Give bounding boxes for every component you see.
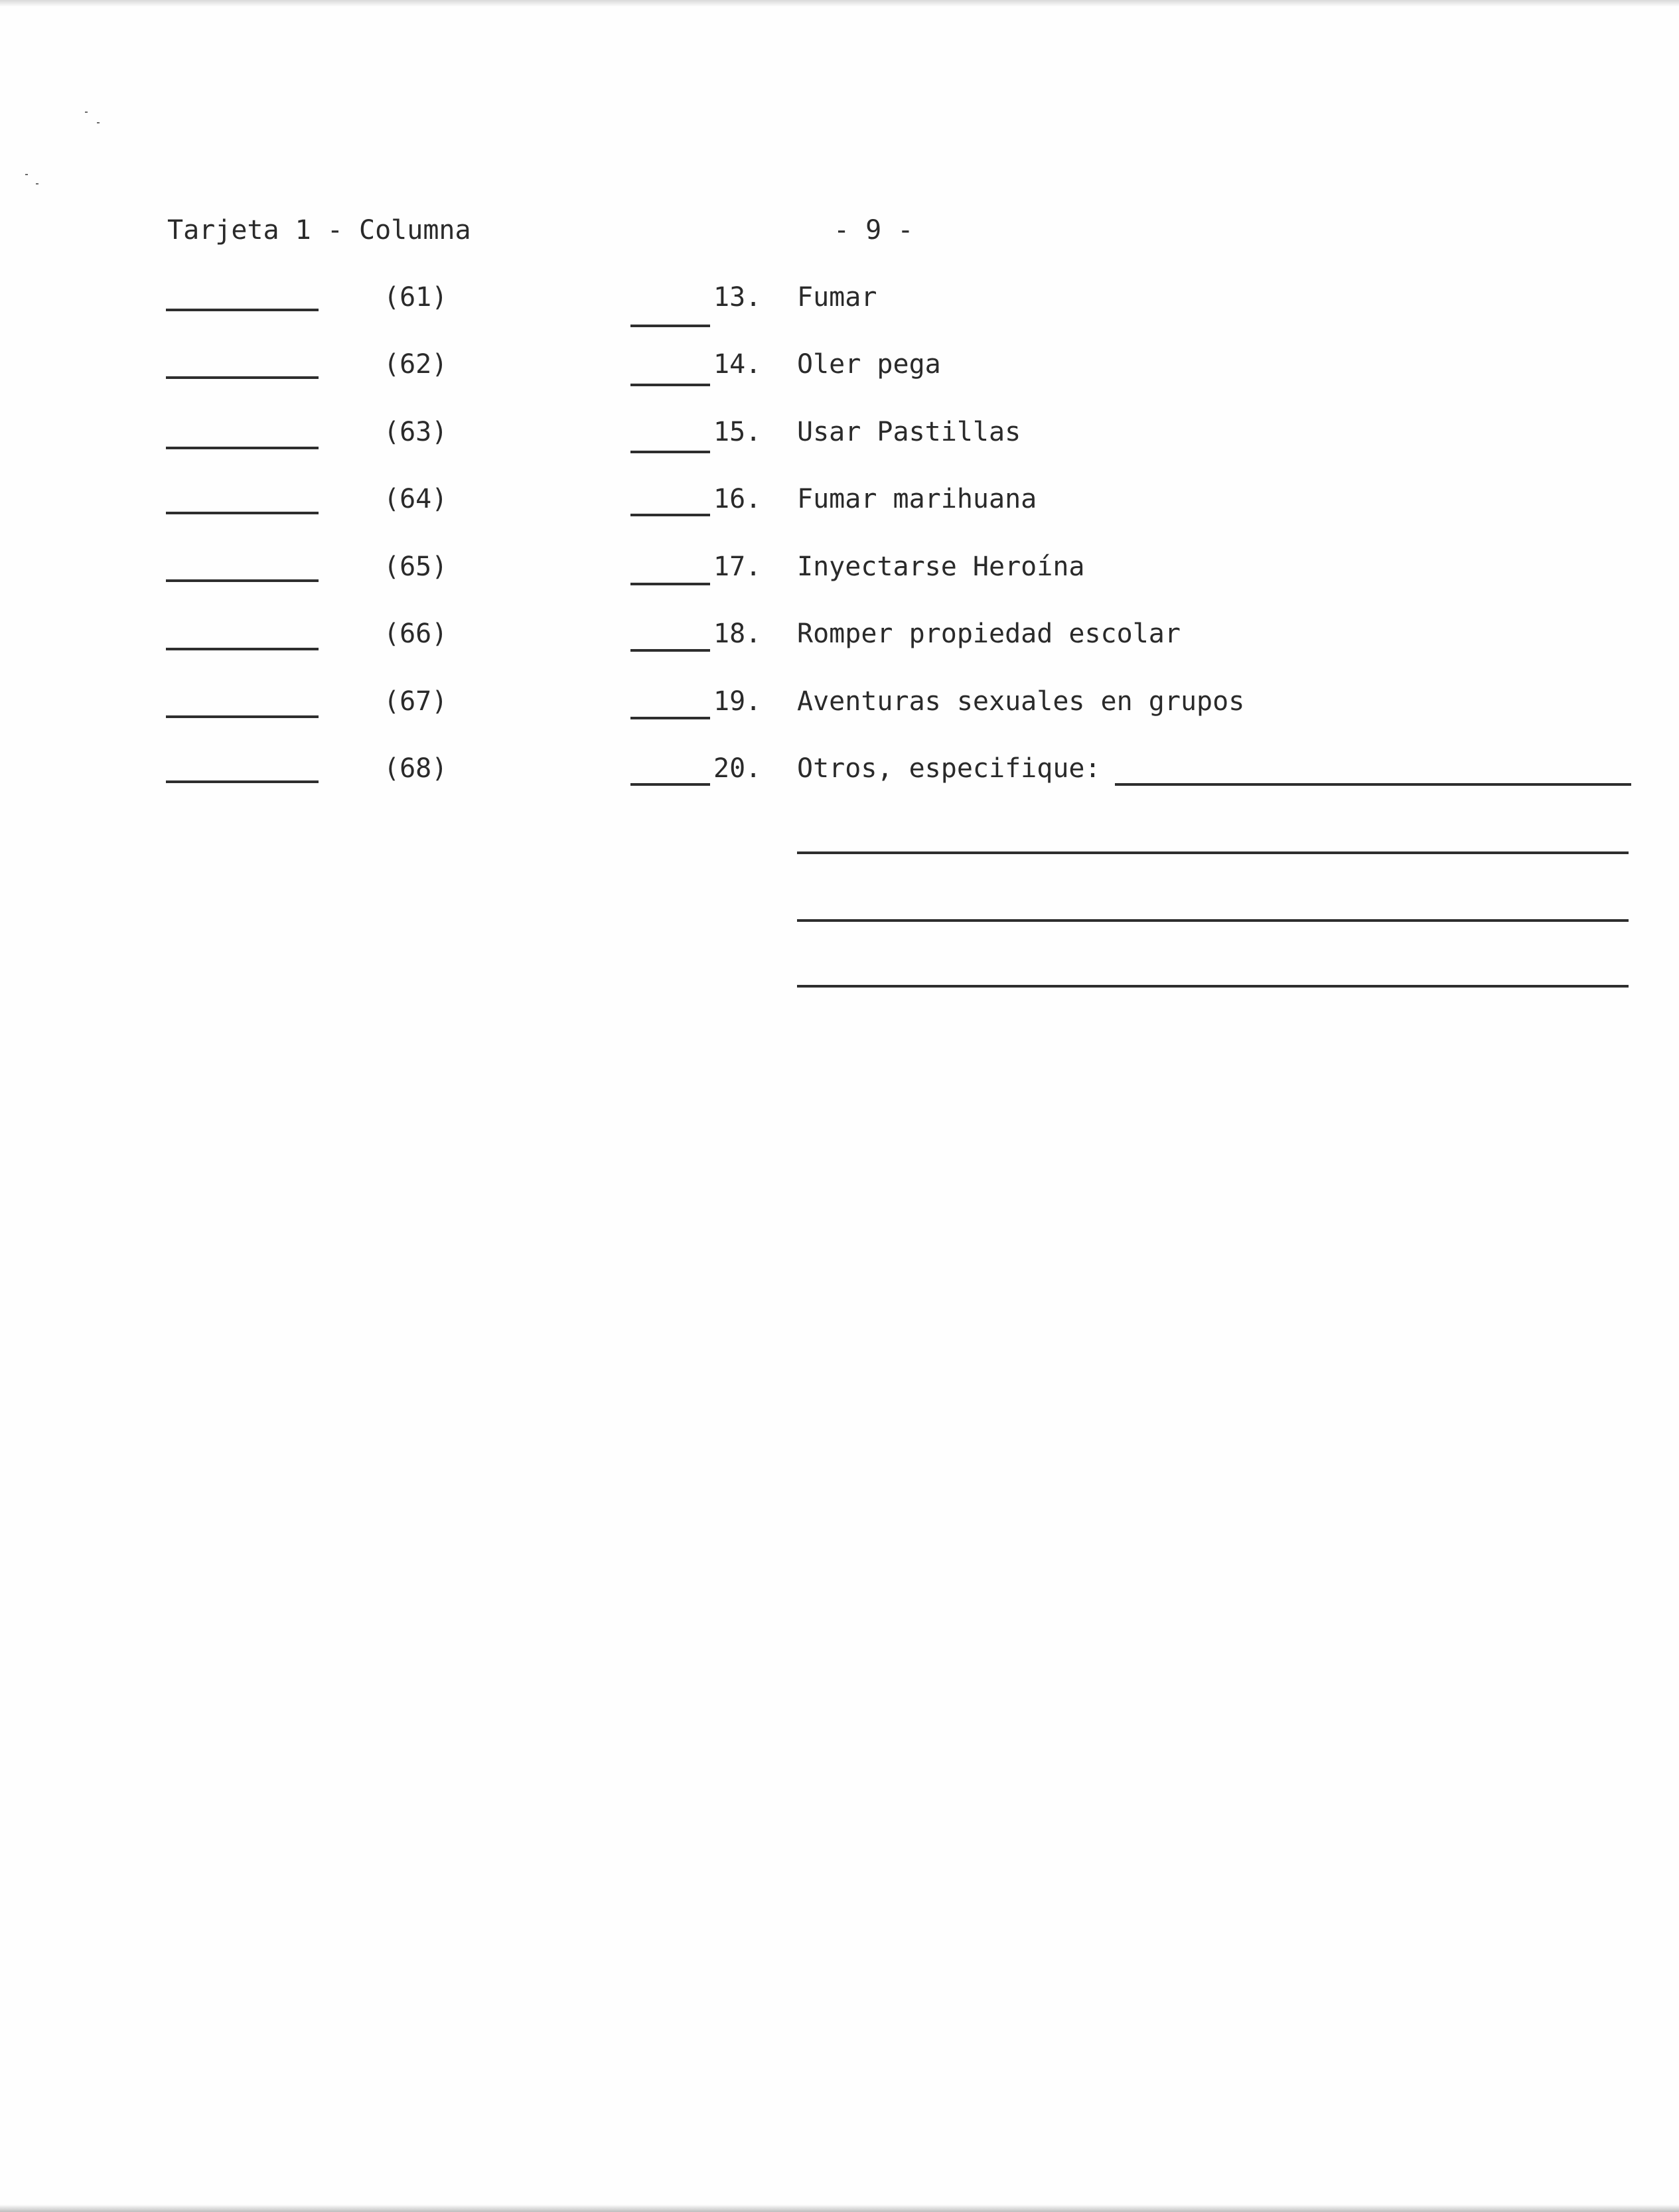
- answer-blank-column[interactable]: [166, 715, 319, 718]
- column-code: (68): [384, 753, 448, 784]
- answer-blank-item[interactable]: [630, 717, 710, 719]
- item-label: Usar Pastillas: [797, 417, 1021, 447]
- answer-blank-column[interactable]: [166, 780, 319, 783]
- item-label: Inyectarse Heroína: [797, 552, 1085, 582]
- answer-blank-item[interactable]: [630, 384, 710, 386]
- item-label: Fumar: [797, 282, 877, 313]
- answer-blank-item[interactable]: [630, 325, 710, 327]
- column-code: (65): [384, 552, 448, 582]
- other-specify-line[interactable]: [797, 985, 1629, 988]
- item-label: Otros, especifique:: [797, 753, 1101, 784]
- card-column-heading: Tarjeta 1 - Columna: [167, 215, 471, 246]
- scan-edge-top: [0, 0, 1679, 7]
- answer-blank-item[interactable]: [630, 451, 710, 453]
- column-code: (62): [384, 349, 448, 380]
- other-specify-line[interactable]: [797, 919, 1629, 922]
- column-code: (64): [384, 484, 448, 514]
- column-code: (67): [384, 686, 448, 717]
- page-number: - 9 -: [834, 215, 914, 246]
- answer-blank-column[interactable]: [166, 447, 319, 449]
- scan-speck: [36, 183, 38, 184]
- scan-speck: [25, 174, 28, 175]
- other-specify-line[interactable]: [797, 851, 1629, 854]
- item-number: 18.: [713, 619, 762, 649]
- answer-blank-item[interactable]: [630, 514, 710, 516]
- answer-blank-item[interactable]: [630, 583, 710, 585]
- column-code: (66): [384, 619, 448, 649]
- item-label: Romper propiedad escolar: [797, 619, 1181, 649]
- item-number: 14.: [713, 349, 762, 380]
- column-code: (63): [384, 417, 448, 447]
- item-number: 15.: [713, 417, 762, 447]
- scan-speck: [97, 122, 100, 123]
- item-number: 13.: [713, 282, 762, 313]
- item-label: Fumar marihuana: [797, 484, 1037, 514]
- answer-blank-item[interactable]: [630, 649, 710, 652]
- scan-edge-bottom: [0, 2205, 1679, 2212]
- answer-blank-item[interactable]: [630, 783, 710, 786]
- item-number: 17.: [713, 552, 762, 582]
- answer-blank-column[interactable]: [166, 648, 319, 650]
- answer-blank-column[interactable]: [166, 309, 319, 311]
- answer-blank-column[interactable]: [166, 376, 319, 379]
- item-number: 16.: [713, 484, 762, 514]
- column-code: (61): [384, 282, 448, 313]
- other-specify-blank[interactable]: [1115, 783, 1631, 786]
- answer-blank-column[interactable]: [166, 512, 319, 514]
- item-number: 19.: [713, 686, 762, 717]
- item-label: Aventuras sexuales en grupos: [797, 686, 1245, 717]
- scan-speck: [85, 111, 88, 113]
- item-number: 20.: [713, 753, 762, 784]
- item-label: Oler pega: [797, 349, 941, 380]
- answer-blank-column[interactable]: [166, 579, 319, 582]
